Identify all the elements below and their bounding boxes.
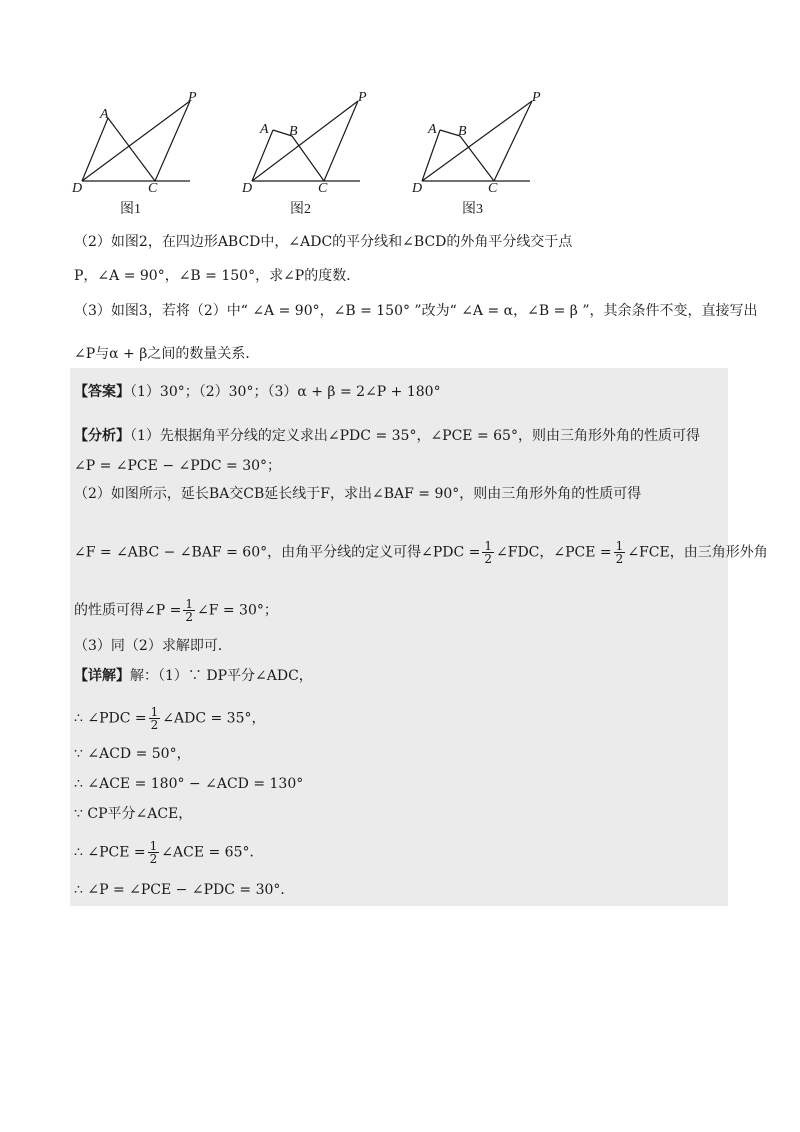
fig1-label-p: P xyxy=(188,90,197,105)
geometry-figures xyxy=(60,88,560,218)
fig3-label-a: A xyxy=(428,122,437,137)
detail-line-4: ∴ ∠ACE = 180° − ∠ACD = 130° xyxy=(74,776,304,792)
figures-area xyxy=(60,88,560,218)
analysis-text-4b: ∠FDC，∠PCE = xyxy=(496,544,612,561)
fig2-label-b: B xyxy=(289,124,298,139)
detail-line-5: ∵ CP平分∠ACE， xyxy=(74,806,193,822)
analysis-text-1: （1）先根据角平分线的定义求出∠PDC = 35°，∠PCE = 65°，则由三角形外角的性质可得 xyxy=(130,428,700,444)
analysis-text-4c: ∠FCE，由三角形外角 xyxy=(627,544,768,561)
fig2-label-c: C xyxy=(318,181,328,196)
question-2-line-1: （2）如图2，在四边形ABCD中，∠ADC的平分线和∠BCD的外角平分线交于点 xyxy=(74,234,573,250)
fig2-label-p: P xyxy=(358,90,367,105)
analysis-line-1 xyxy=(74,426,700,446)
question-3-line-1: （3）如图3，若将（2）中“ ∠A = 90°，∠B = 150° ”改为“ ∠A = α，∠B = β ”，其余条件不变，直接写出 xyxy=(74,303,758,319)
detail-line-6 xyxy=(74,840,263,865)
answer-line xyxy=(74,382,441,402)
detail-line-1 xyxy=(74,666,313,686)
answer-text: （1）30°；（2）30°；（3）α + β = 2∠P + 180° xyxy=(130,384,441,400)
figure-1 xyxy=(82,101,190,181)
analysis-text-5a: 的性质可得∠P = xyxy=(74,602,182,619)
fraction-half: $\frac{1}{2}$ xyxy=(484,539,493,566)
fraction-half: $\frac{1}{2}$ xyxy=(185,597,193,624)
analysis-line-5 xyxy=(74,598,278,623)
answer-label: 【答案】 xyxy=(74,384,130,400)
detail-text-2b: ∠ADC = 35°， xyxy=(162,710,266,727)
fig1-label-c: C xyxy=(148,181,158,196)
detail-line-2 xyxy=(74,706,266,731)
analysis-line-6: （3）同（2）求解即可． xyxy=(74,638,232,654)
question-2-line-2: P，∠A = 90°，∠B = 150°，求∠P的度数． xyxy=(74,268,361,284)
answer-panel xyxy=(70,368,768,906)
fig3-label-d: D xyxy=(412,181,423,196)
fraction-half: $\frac{1}{2}$ xyxy=(149,839,158,866)
fig2-caption: 图2 xyxy=(290,202,311,217)
fig3-label-b: B xyxy=(458,124,467,139)
fraction-half: $\frac{1}{2}$ xyxy=(615,539,624,566)
detail-text-6a: ∴ ∠PCE = xyxy=(74,844,146,861)
fig3-caption: 图3 xyxy=(462,202,483,217)
fig1-label-d: D xyxy=(72,181,83,196)
fig3-label-c: C xyxy=(488,181,498,196)
question-3-line-2: ∠P与α + β之间的数量关系． xyxy=(74,346,260,362)
analysis-text-4a: ∠F = ∠ABC − ∠BAF = 60°，由角平分线的定义可得∠PDC = xyxy=(74,544,481,561)
fig2-label-a: A xyxy=(260,122,269,137)
analysis-line-4 xyxy=(74,540,768,565)
analysis-label: 【分析】 xyxy=(74,428,130,444)
fraction-half: $\frac{1}{2}$ xyxy=(150,705,159,732)
detail-text-2a: ∴ ∠PDC = xyxy=(74,710,147,727)
detail-line-3: ∵ ∠ACD = 50°， xyxy=(74,746,191,762)
fig1-label-a: A xyxy=(100,107,109,122)
analysis-line-2: ∠P = ∠PCE − ∠PDC = 30°； xyxy=(74,458,282,474)
figure-3 xyxy=(422,101,532,181)
fig3-label-p: P xyxy=(532,90,541,105)
analysis-text-5b: ∠F = 30°； xyxy=(196,602,278,619)
fig2-label-d: D xyxy=(242,181,253,196)
detail-text-6b: ∠ACE = 65°． xyxy=(161,844,264,861)
fig1-caption: 图1 xyxy=(120,202,141,217)
analysis-line-3: （2）如图所示，延长BA交CB延长线于F，求出∠BAF = 90°，则由三角形外角的性质可得 xyxy=(74,486,642,502)
detail-text-1: 解：（1）∵ DP平分∠ADC， xyxy=(130,668,313,684)
detail-label: 【详解】 xyxy=(74,668,130,684)
detail-line-7: ∴ ∠P = ∠PCE − ∠PDC = 30°． xyxy=(74,882,295,898)
figure-2 xyxy=(252,101,360,181)
